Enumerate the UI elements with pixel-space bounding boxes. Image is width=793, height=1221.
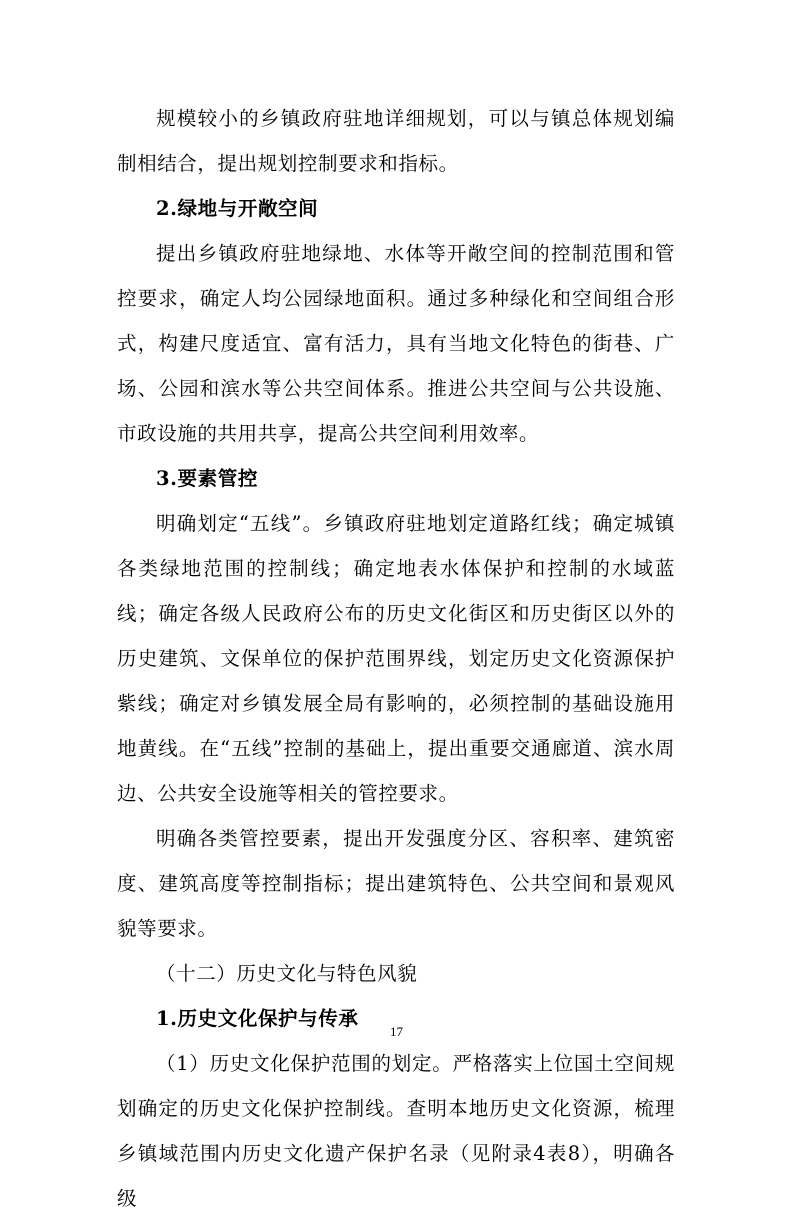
paragraph-heritage-scope: （1）历史文化保护范围的划定。严格落实上位国土空间规划确定的历史文化保护控制线。查明本地历史文化资源，梳理乡镇域范围内历史文化遗产保护名录（见附录4表8），明确各级: [117, 1052, 675, 1210]
heading-green-open-space: 2.绿地与开敞空间: [156, 197, 319, 220]
paragraph-five-lines: 明确划定“五线”。乡镇政府驻地划定道路红线；确定城镇各类绿地范围的控制线；确定地表水体保护和控制的水域蓝线；确定各级人民政府公布的历史文化街区和历史街区以外的历史建筑、文保单位的保护范围界线，划定历史文化资源保护紫线；确定对乡镇发展全局有影响的，必须控制的基础设施用地黄线。在“五线”控制的基础上，提出重要交通廊道、滨水周边、公共安全设施等相关的管控要求。: [117, 512, 675, 805]
heading-element-control: 3.要素管控: [156, 467, 258, 490]
page-content: [117, 96, 675, 1221]
page-number: 17: [390, 1024, 403, 1039]
paragraph-control-elements: 明确各类管控要素，提出开发强度分区、容积率、建筑密度、建筑高度等控制指标；提出建筑特色、公共空间和景观风貌等要求。: [117, 827, 675, 940]
paragraph-plan-integration: 规模较小的乡镇政府驻地详细规划，可以与镇总体规划编制相结合，提出规划控制要求和指标。: [117, 107, 675, 175]
heading-heritage-protection: 1.历史文化保护与传承: [156, 1007, 359, 1030]
paragraph-open-space: 提出乡镇政府驻地绿地、水体等开敞空间的控制范围和管控要求，确定人均公园绿地面积。通过多种绿化和空间组合形式，构建尺度适宜、富有活力，具有当地文化特色的街巷、广场、公园和滨水等公共空间体系。推进公共空间与公共设施、市政设施的共用共享，提高公共空间利用效率。: [117, 242, 675, 445]
section-title-heritage-style: （十二）历史文化与特色风貌: [156, 962, 418, 985]
